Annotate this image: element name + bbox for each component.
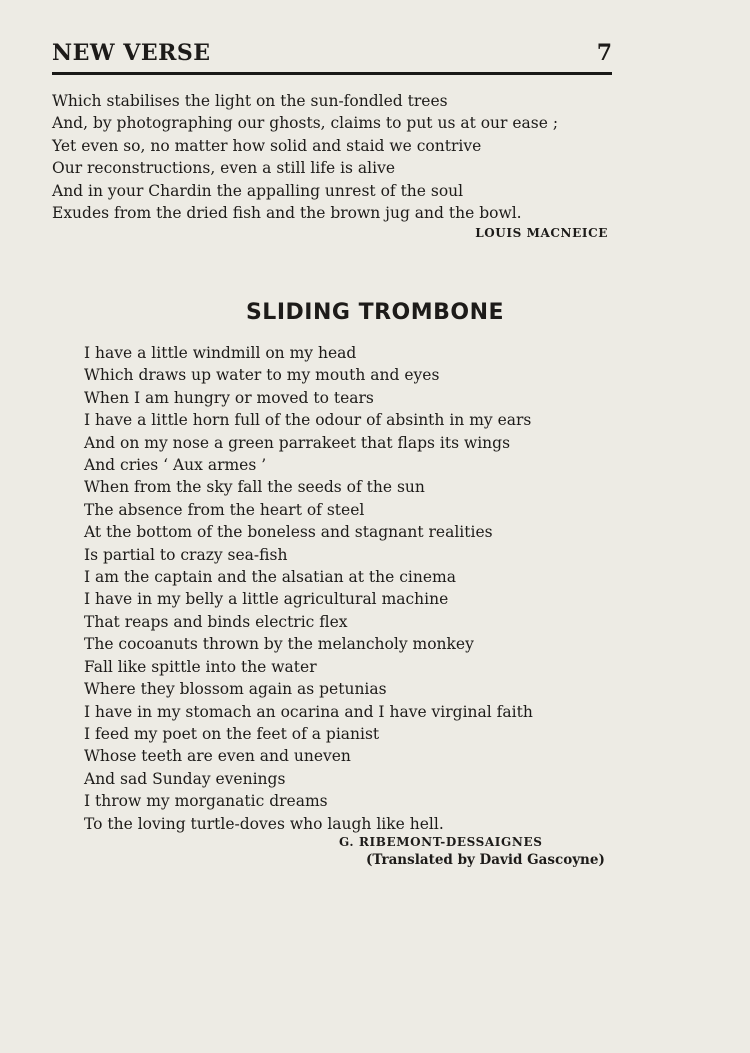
poem-line: I feed my poet on the feet of a pianist xyxy=(84,724,380,743)
poem-line: When from the sky fall the seeds of the sun xyxy=(84,478,425,497)
poem-author: G. RIBEMONT-DESSAIGNES xyxy=(339,835,543,849)
page-header xyxy=(52,38,612,75)
poem-line: When I am hungry or moved to tears xyxy=(84,388,374,407)
poem-line: I throw my morganatic dreams xyxy=(84,792,328,811)
poem-line: At the bottom of the boneless and stagnant realities xyxy=(84,523,493,542)
poem-line: Fall like spittle into the water xyxy=(84,657,317,676)
poem-line: The cocoanuts thrown by the melancholy monkey xyxy=(84,635,474,654)
poem-line: Is partial to crazy sea-fish xyxy=(84,545,288,564)
poem-line: The absence from the heart of steel xyxy=(84,500,365,519)
poem-line: Where they blossom again as petunias xyxy=(84,680,387,699)
poem-line: Our reconstructions, even a still life is alive xyxy=(52,159,396,178)
poem-line: I have in my stomach an ocarina and I have virginal faith xyxy=(84,702,533,721)
poem-line: Which stabilises the light on the sun-fondled trees xyxy=(52,92,448,110)
poem-line: I have in my belly a little agricultural machine xyxy=(84,590,449,609)
previous-poem-author: LOUIS MACNEICE xyxy=(475,226,608,240)
page-number: 7 xyxy=(596,40,612,66)
poem-line: That reaps and binds electric flex xyxy=(84,612,348,631)
magazine-title: NEW VERSE xyxy=(52,40,211,66)
poem-line: And in your Chardin the appalling unrest of the soul xyxy=(52,181,464,200)
poem-line: Which draws up water to my mouth and eyes xyxy=(84,366,440,385)
poem-line: And cries ‘ Aux armes ’ xyxy=(84,456,267,475)
poem-line: Whose teeth are even and uneven xyxy=(84,747,351,766)
poem-line: I have a little horn full of the odour of absinth in my ears xyxy=(84,411,532,430)
poem-line: To the loving turtle-doves who laugh like hell. xyxy=(84,814,444,833)
previous-poem-stanza xyxy=(52,90,612,224)
poem-title: SLIDING TROMBONE xyxy=(245,300,505,325)
poem-line: And sad Sunday evenings xyxy=(84,769,286,788)
poem-line: And on my nose a green parrakeet that flaps its wings xyxy=(84,433,511,452)
translator-credit: (Translated by David Gascoyne) xyxy=(366,852,605,868)
poem-line: Yet even so, no matter how solid and staid we contrive xyxy=(52,136,482,155)
poem-line: And, by photographing our ghosts, claims to put us at our ease ; xyxy=(52,114,559,133)
poem-line: Exudes from the dried fish and the brown jug and the bowl. xyxy=(52,204,522,223)
poem-line: I am the captain and the alsatian at the cinema xyxy=(84,568,456,587)
poem-line: I have a little windmill on my head xyxy=(84,344,357,362)
poem-body xyxy=(84,342,644,835)
